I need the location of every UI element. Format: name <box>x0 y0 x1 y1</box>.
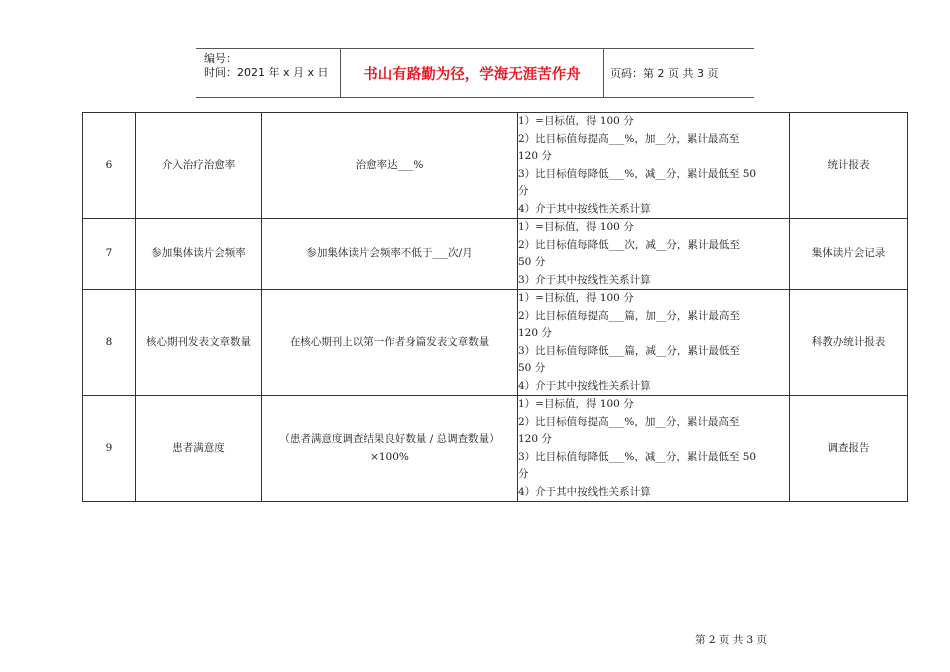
row-number: 7 <box>83 219 136 290</box>
data-source: 集体读片会记录 <box>790 219 908 290</box>
row-number: 9 <box>83 396 136 502</box>
table-row <box>83 113 908 219</box>
header-page-label: 页码：第 2 页 共 3 页 <box>610 67 719 80</box>
scoring-rule-line: 120 分 <box>518 433 552 445</box>
scoring-rules <box>518 219 790 290</box>
scoring-rule-line: 50 分 <box>518 362 546 374</box>
data-source: 统计报表 <box>790 113 908 219</box>
scoring-rule-line: 4）介于其中按线性关系计算 <box>518 202 651 215</box>
scoring-rule-line: 1）=目标值，得 100 分 <box>518 292 634 304</box>
scoring-rules <box>518 290 790 396</box>
scoring-rule-line: 分 <box>518 468 529 480</box>
table-row <box>83 290 908 396</box>
scoring-rule-line: 4）介于其中按线性关系计算 <box>518 485 651 498</box>
indicator-name: 介入治疗治愈率 <box>136 113 262 219</box>
data-source: 调查报告 <box>790 396 908 502</box>
evaluation-table <box>82 112 908 502</box>
indicator-standard: （患者满意度调查结果良好数量 / 总调查数量）×100% <box>262 396 518 502</box>
row-number: 8 <box>83 290 136 396</box>
table-row <box>83 219 908 290</box>
scoring-rule-line: 3）介于其中按线性关系计算 <box>518 273 651 286</box>
scoring-rule-line: 分 <box>518 185 529 197</box>
indicator-name: 患者满意度 <box>136 396 262 502</box>
indicator-standard: 参加集体读片会频率不低于___次/月 <box>262 219 518 290</box>
indicator-name: 核心期刊发表文章数量 <box>136 290 262 396</box>
scoring-rule-line: 1）=目标值，得 100 分 <box>518 115 634 127</box>
scoring-rule-line: 2）比目标值每降低___次，减__分，累计最低至 <box>518 238 740 251</box>
indicator-standard: 治愈率达___% <box>262 113 518 219</box>
data-source: 科教办统计报表 <box>790 290 908 396</box>
page-header <box>196 48 754 98</box>
scoring-rule-line: 50 分 <box>518 256 546 268</box>
scoring-rule-line: 2）比目标值每提高___%，加__分，累计最高至 <box>518 132 740 145</box>
indicator-standard: 在核心期刊上以第一作者身篇发表文章数量 <box>262 290 518 396</box>
scoring-rule-line: 4）介于其中按线性关系计算 <box>518 379 651 392</box>
scoring-rule-line: 120 分 <box>518 150 552 162</box>
scoring-rule-line: 3）比目标值每降低___%，减__分，累计最低至 50 <box>518 167 757 180</box>
header-meta <box>196 49 341 97</box>
scoring-rule-line: 120 分 <box>518 327 552 339</box>
scoring-rules <box>518 113 790 219</box>
scoring-rules <box>518 396 790 502</box>
time-label: 时间：2021 年 x 月 x 日 <box>204 66 329 79</box>
indicator-name: 参加集体读片会频率 <box>136 219 262 290</box>
row-number: 6 <box>83 113 136 219</box>
scoring-rule-line: 2）比目标值每提高___篇，加__分，累计最高至 <box>518 309 740 322</box>
scoring-rule-line: 3）比目标值每降低___篇，减__分，累计最低至 <box>518 344 740 357</box>
scoring-rule-line: 1）=目标值，得 100 分 <box>518 398 634 410</box>
table-row <box>83 396 908 502</box>
scoring-rule-line: 1）=目标值，得 100 分 <box>518 221 634 233</box>
scoring-rule-line: 3）比目标值每降低___%，减__分，累计最低至 50 <box>518 450 757 463</box>
page-footer: 第 2 页 共 3 页 <box>695 634 768 646</box>
header-motto: 书山有路勤为径，学海无涯苦作舟 <box>341 49 604 97</box>
code-label: 编号： <box>204 52 237 65</box>
scoring-rule-line: 2）比目标值每提高___%，加__分，累计最高至 <box>518 415 740 428</box>
